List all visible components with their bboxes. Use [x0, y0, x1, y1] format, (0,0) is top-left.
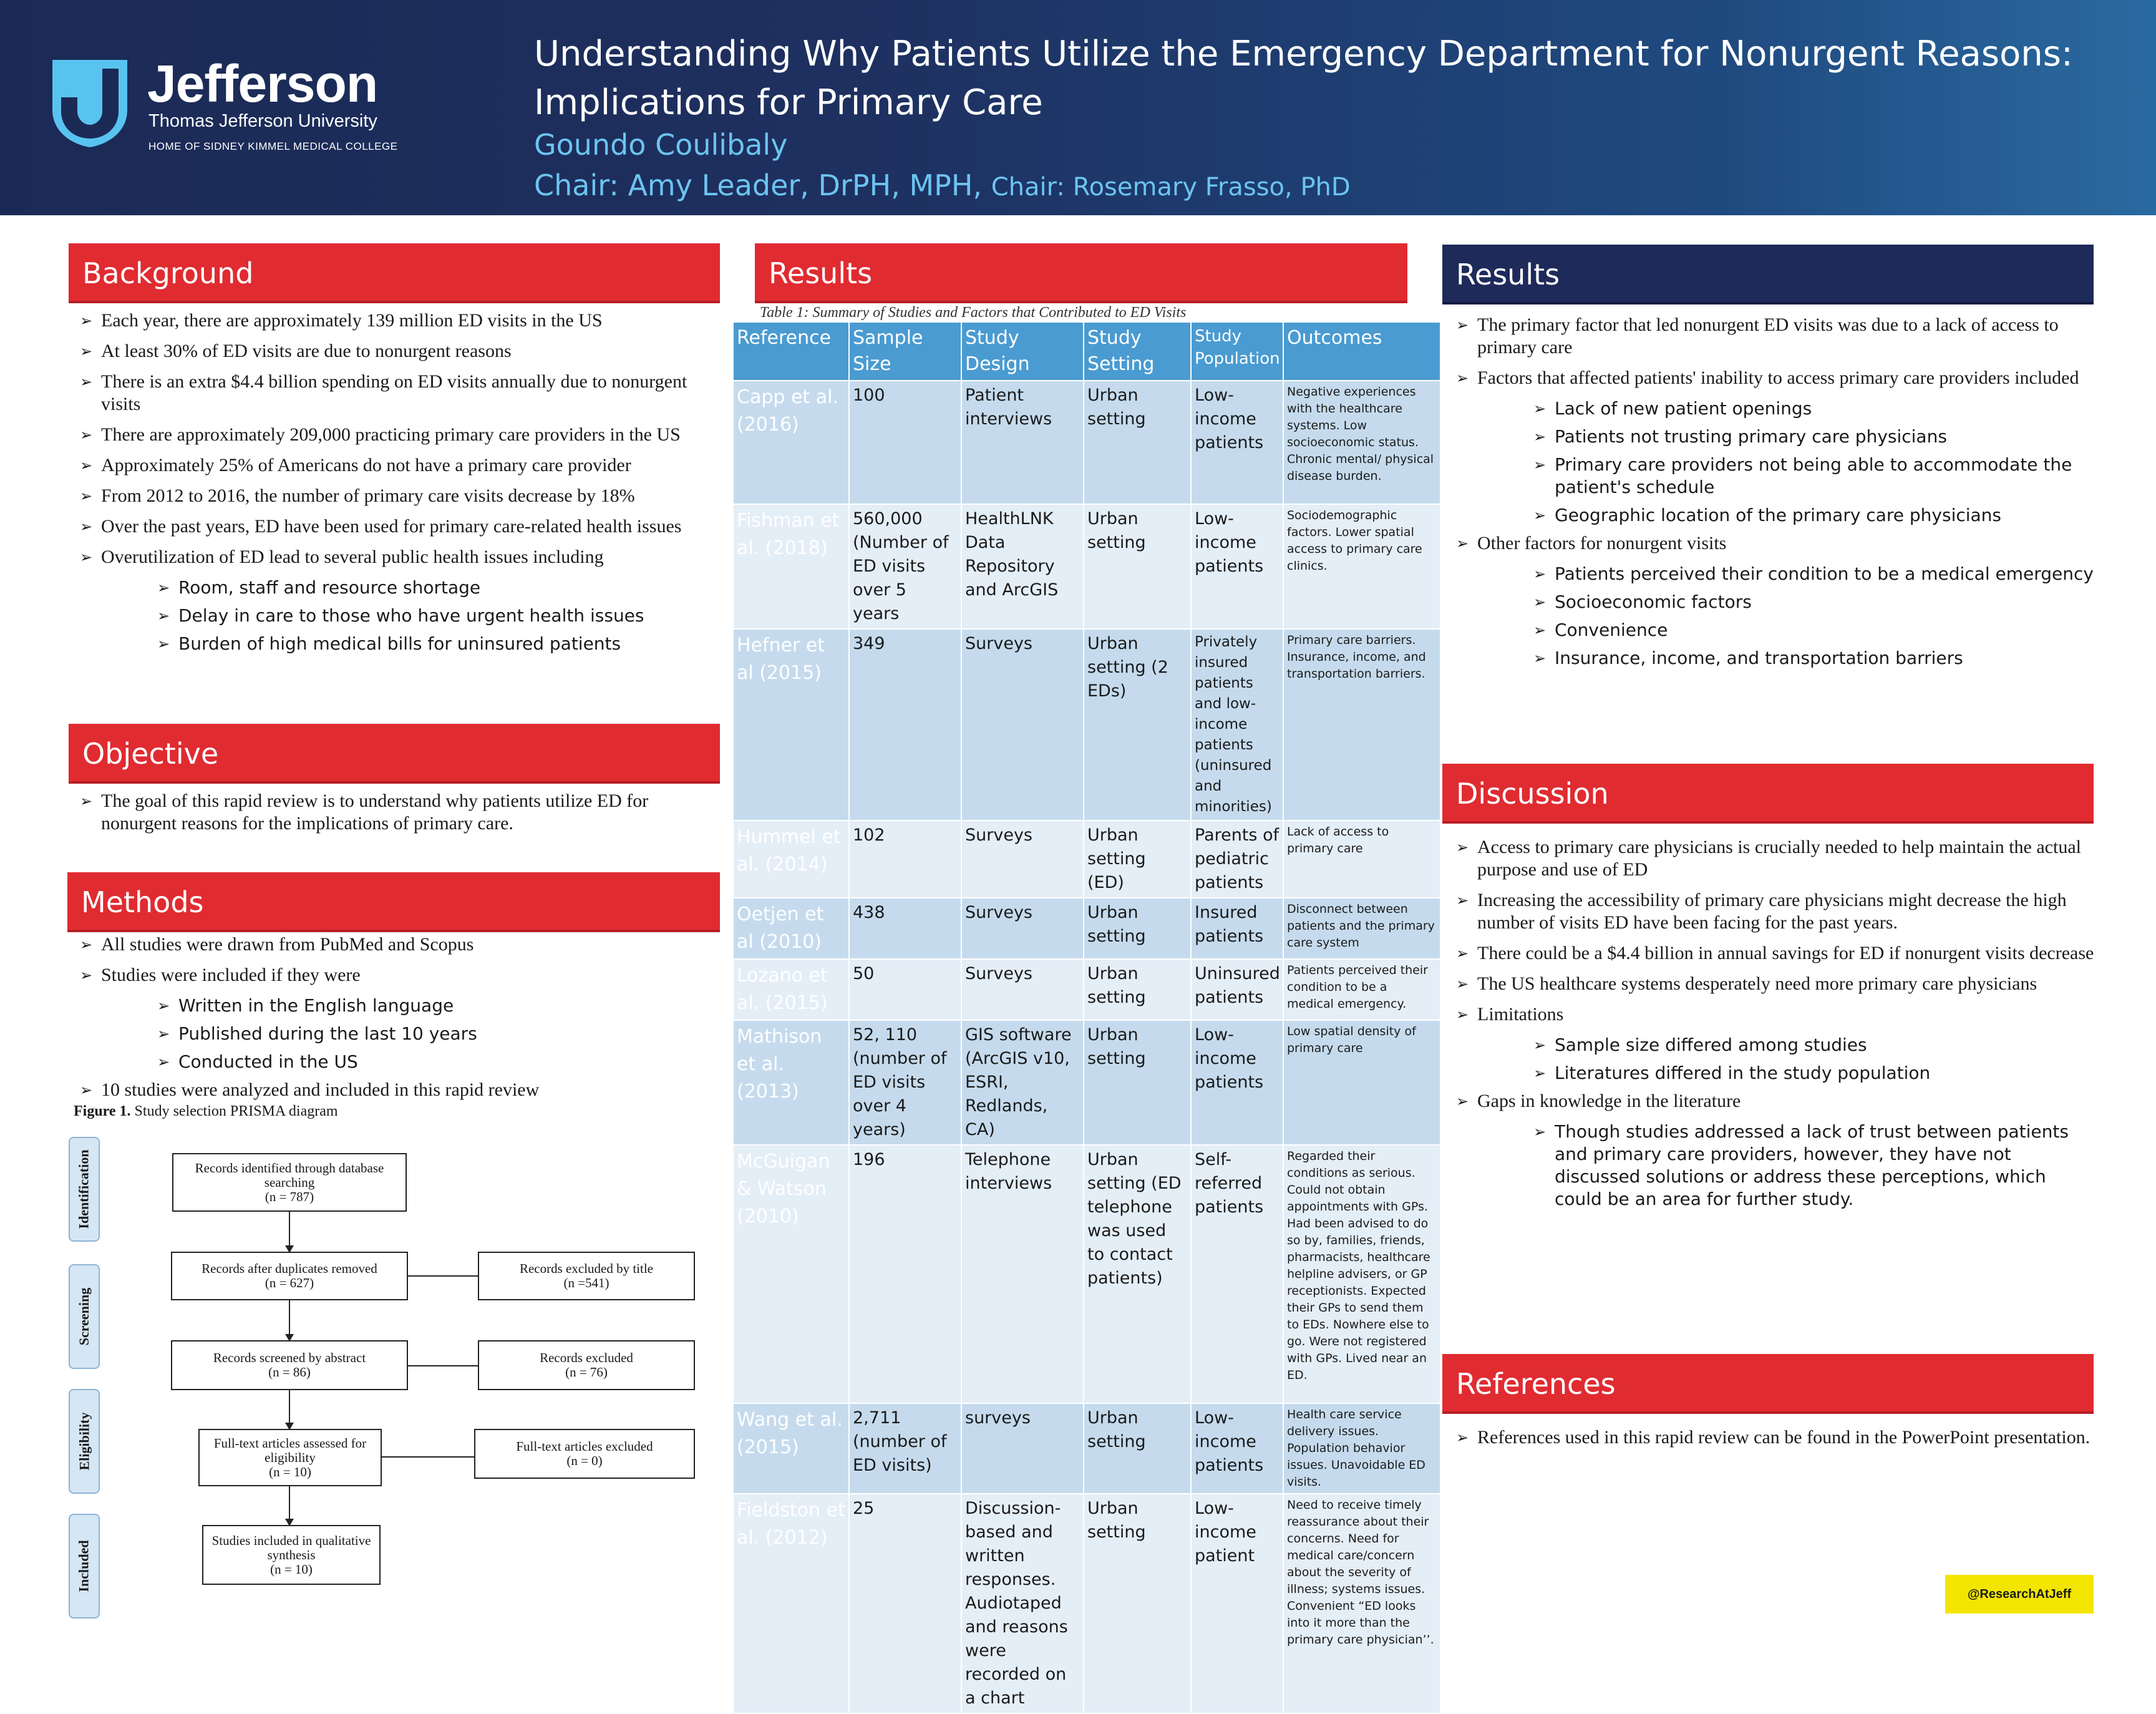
table-row [733, 1403, 1440, 1494]
logo-wordmark: Jefferson [147, 54, 378, 113]
cell-outcomes: Patients perceived their condition to be a medical emergency. [1283, 959, 1440, 1020]
list-subitem: ➢ Room, staff and resource shortage [157, 577, 704, 599]
cell-size: 196 [849, 1145, 961, 1403]
table-row [733, 820, 1440, 898]
cell-population: Low-income patients [1191, 504, 1283, 629]
list-subitem: ➢ Sample size differed among studies [1533, 1034, 2099, 1056]
prisma-arrow [289, 1300, 290, 1340]
cell-reference: Hummel et al. (2014) [733, 820, 849, 898]
cell-population: Low-income patients [1191, 1020, 1283, 1145]
prisma-box-excluded: Records excluded (n = 76) [478, 1340, 695, 1390]
list-item: ➢ Overutilization of ED lead to several public health issues including [80, 546, 704, 568]
cell-outcomes: Lack of access to primary care [1283, 820, 1440, 898]
cell-setting: Urban setting [1084, 959, 1191, 1020]
cell-outcomes: Sociodemographic factors. Lower spatial access to primary care clinics. [1283, 504, 1440, 629]
cell-size: 2,711 (number of ED visits) [849, 1403, 961, 1494]
list-item: ➢ Each year, there are approximately 139 million ED visits in the US [80, 309, 704, 332]
list-subitem: ➢ Patients not trusting primary care physicians [1533, 426, 2099, 448]
cell-size: 438 [849, 898, 961, 959]
list-item: ➢ The goal of this rapid review is to understand why patients utilize ED for nonurgent reasons for the implications of primary care. [80, 790, 704, 835]
list-subitem: ➢ Socioeconomic factors [1533, 591, 2099, 613]
prisma-arrow [289, 1212, 290, 1252]
list-subitem: ➢ Insurance, income, and transportation barriers [1533, 647, 2099, 670]
list-item: ➢ Studies were included if they were [80, 964, 704, 986]
discussion-list [1456, 836, 2099, 1216]
cell-population: Low-income patient [1191, 1494, 1283, 1713]
figure-caption: Figure 1. Study selection PRISMA diagram [74, 1103, 338, 1119]
references-list [1456, 1426, 2099, 1457]
table-caption: Table 1: Summary of Studies and Factors that Contributed to ED Visits [760, 304, 1187, 321]
list-subitem: ➢ Burden of high medical bills for uninsured patients [157, 633, 704, 655]
list-subitem: ➢ Patients perceived their condition to be a medical emergency [1533, 563, 2099, 585]
cell-reference: Mathison et al. (2013) [733, 1020, 849, 1145]
cell-population: Parents of pediatric patients [1191, 820, 1283, 898]
cell-design: Surveys [961, 898, 1084, 959]
stage-eligibility: Eligibility [69, 1389, 100, 1494]
list-item: ➢ Access to primary care physicians is crucially needed to help maintain the actual purpose and use of ED [1456, 836, 2099, 881]
prisma-box-duplicates: Records after duplicates removed (n = 627) [171, 1252, 408, 1300]
prisma-box-included: Studies included in qualitative synthesis (n = 10) [202, 1525, 381, 1585]
table-row [733, 1020, 1440, 1145]
prisma-box-identified: Records identified through database searching (n = 787) [172, 1153, 407, 1212]
list-subitem: ➢ Conducted in the US [157, 1051, 704, 1073]
cell-size: 25 [849, 1494, 961, 1713]
methods-heading: Methods [67, 872, 720, 932]
table-row [733, 959, 1440, 1020]
list-item: ➢ 10 studies were analyzed and included in this rapid review [80, 1079, 704, 1101]
cell-reference: Capp et al. (2016) [733, 381, 849, 504]
cell-outcomes: Health care service delivery issues. Population behavior issues. Unavoidable ED visits. [1283, 1403, 1440, 1494]
prisma-arrow [289, 1390, 290, 1429]
table-row [733, 629, 1440, 820]
list-item: ➢ Other factors for nonurgent visits [1456, 532, 2099, 555]
table-row [733, 898, 1440, 959]
header-banner [0, 0, 2156, 215]
references-heading: References [1442, 1354, 2094, 1414]
cell-reference: Fieldston et al. (2012) [733, 1494, 849, 1713]
cell-reference: Wang et al. (2015) [733, 1403, 849, 1494]
results-heading: Results [755, 243, 1407, 303]
objective-heading: Objective [69, 724, 720, 784]
cell-design: GIS software (ArcGIS v10, ESRI, Redlands, CA) [961, 1020, 1084, 1145]
cell-outcomes: Negative experiences with the healthcare systems. Low socioeconomic status. Chronic mental/ physical disease burden. [1283, 381, 1440, 504]
column-header: Study Setting [1084, 322, 1191, 381]
list-item: ➢ Limitations [1456, 1003, 2099, 1026]
cell-size: 50 [849, 959, 961, 1020]
list-item: ➢ The primary factor that led nonurgent ED visits was due to a lack of access to primary care [1456, 314, 2099, 359]
cell-population: Low-income patients [1191, 381, 1283, 504]
column-header: Outcomes [1283, 322, 1440, 381]
cell-outcomes: Regarded their conditions as serious. Could not obtain appointments with GPs. Had been advised to do so by, families, friends, pharmacists, healthcare helpline advisers, or GP receptionists. Expected their GPs to send them to EDs. Nowhere else to go. Were not registered with GPs. Lived near an ED. [1283, 1145, 1440, 1403]
prisma-arrow [289, 1486, 290, 1525]
cell-size: 100 [849, 381, 961, 504]
stage-screening: Screening [69, 1264, 100, 1369]
jefferson-shield-logo [52, 60, 127, 147]
cell-setting: Urban setting [1084, 1494, 1191, 1713]
list-item: ➢ At least 30% of ED visits are due to nonurgent reasons [80, 340, 704, 363]
chairs-line [534, 168, 1351, 202]
prisma-box-fulltext: Full-text articles assessed for eligibility (n = 10) [198, 1429, 382, 1486]
column-header: Study Design [961, 322, 1084, 381]
cell-outcomes: Need to receive timely reassurance about their concerns. Need for medical care/concern about the severity of illness; systems issues. Convenient “ED looks into it more than the primary care physician’’. [1283, 1494, 1440, 1713]
table-header-row [733, 322, 1440, 381]
list-item: ➢ All studies were drawn from PubMed and Scopus [80, 933, 704, 956]
cell-design: Surveys [961, 959, 1084, 1020]
poster-title [534, 30, 2131, 127]
cell-setting: Urban setting [1084, 1020, 1191, 1145]
background-list [80, 309, 704, 661]
list-item: ➢ There could be a $4.4 billion in annual savings for ED if nonurgent visits decrease [1456, 942, 2099, 965]
cell-population: Uninsured patients [1191, 959, 1283, 1020]
results-heading-2: Results [1442, 245, 2094, 304]
cell-setting: Urban setting (2 EDs) [1084, 629, 1191, 820]
table-row [733, 1494, 1440, 1713]
column-header: Sample Size [849, 322, 961, 381]
cell-reference: Fishman et al. (2018) [733, 504, 849, 629]
discussion-heading: Discussion [1442, 764, 2094, 824]
title-line-1: Understanding Why Patients Utilize the Emergency Department for Nonurgent Reasons: [534, 34, 2073, 74]
cell-reference: Hefner et al (2015) [733, 629, 849, 820]
list-subitem: ➢ Written in the English language [157, 995, 704, 1017]
prisma-box-fulltext-excluded: Full-text articles excluded (n = 0) [474, 1429, 695, 1479]
list-item: ➢ There are approximately 209,000 practicing primary care providers in the US [80, 424, 704, 446]
cell-design: Discussion-based and written responses. Audiotaped and reasons were recorded on a chart [961, 1494, 1084, 1713]
stage-included: Included [69, 1514, 100, 1619]
cell-setting: Urban setting [1084, 1403, 1191, 1494]
cell-outcomes: Disconnect between patients and the primary care system [1283, 898, 1440, 959]
column-header: Study Population [1191, 322, 1283, 381]
logo-university: Thomas Jefferson University [148, 111, 377, 131]
chair-1: Chair: Amy Leader, DrPH, MPH, [534, 168, 983, 202]
cell-population: Insured patients [1191, 898, 1283, 959]
list-item: ➢ There is an extra $4.4 billion spending on ED visits annually due to nonurgent visits [80, 371, 704, 416]
stage-identification: Identification [69, 1137, 100, 1242]
cell-population: Self-referred patients [1191, 1145, 1283, 1403]
social-handle-badge: @ResearchAtJeff [1945, 1575, 2094, 1614]
list-subitem: ➢ Convenience [1533, 619, 2099, 641]
cell-setting: Urban setting [1084, 898, 1191, 959]
list-item: ➢ From 2012 to 2016, the number of primary care visits decrease by 18% [80, 485, 704, 507]
cell-design: surveys [961, 1403, 1084, 1494]
methods-list [80, 933, 704, 1109]
table-row [733, 504, 1440, 629]
prisma-box-excluded-title: Records excluded by title (n =541) [478, 1252, 695, 1300]
cell-setting: Urban setting (ED) [1084, 820, 1191, 898]
background-heading: Background [69, 243, 720, 303]
column-header: Reference [733, 322, 849, 381]
prisma-box-abstract: Records screened by abstract (n = 86) [171, 1340, 408, 1390]
objective-list [80, 790, 704, 843]
cell-reference: Oetjen et al (2010) [733, 898, 849, 959]
list-subitem: ➢ Geographic location of the primary care physicians [1533, 504, 2099, 527]
title-line-2: Implications for Primary Care [534, 82, 1043, 123]
cell-setting: Urban setting (ED telephone was used to contact patients) [1084, 1145, 1191, 1403]
list-item: ➢ Factors that affected patients' inability to access primary care providers included [1456, 367, 2099, 389]
list-subitem: ➢ Published during the last 10 years [157, 1023, 704, 1045]
cell-design: Patient interviews [961, 381, 1084, 504]
cell-design: Telephone interviews [961, 1145, 1084, 1403]
cell-size: 560,000 (Number of ED visits over 5 years [849, 504, 961, 629]
results-list [1456, 314, 2099, 675]
list-subitem: ➢ Lack of new patient openings [1533, 397, 2099, 420]
list-subitem: ➢ Delay in care to those who have urgent health issues [157, 605, 704, 627]
cell-size: 349 [849, 629, 961, 820]
list-item: ➢ Increasing the accessibility of primary care physicians might decrease the high number of visits ED have been facing for the past years. [1456, 889, 2099, 934]
list-item: ➢ Gaps in knowledge in the literature [1456, 1090, 2099, 1113]
logo-tagline: HOME OF SIDNEY KIMMEL MEDICAL COLLEGE [148, 140, 398, 152]
cell-reference: McGuigan & Watson (2010) [733, 1145, 849, 1403]
cell-outcomes: Low spatial density of primary care [1283, 1020, 1440, 1145]
author-name: Goundo Coulibaly [534, 128, 788, 162]
list-item: ➢ Approximately 25% of Americans do not have a primary care provider [80, 454, 704, 477]
list-subitem: ➢ Literatures differed in the study population [1533, 1062, 2099, 1084]
cell-setting: Urban setting [1084, 381, 1191, 504]
cell-reference: Lozano et al. (2015) [733, 959, 849, 1020]
cell-design: Surveys [961, 629, 1084, 820]
cell-population: Privately insured patients and low-income patients (uninsured and minorities) [1191, 629, 1283, 820]
table-row [733, 1145, 1440, 1403]
cell-design: HealthLNK Data Repository and ArcGIS [961, 504, 1084, 629]
list-subitem: ➢ Primary care providers not being able to accommodate the patient's schedule [1533, 454, 2099, 499]
table-row [733, 381, 1440, 504]
cell-outcomes: Primary care barriers. Insurance, income, and transportation barriers. [1283, 629, 1440, 820]
list-item: ➢ References used in this rapid review can be found in the PowerPoint presentation. [1456, 1426, 2099, 1449]
chair-2: Chair: Rosemary Frasso, PhD [991, 173, 1351, 202]
list-subitem: ➢ Though studies addressed a lack of trust between patients and primary care providers, however, they have not discussed solutions or address these perceptions, which could be an area for further study. [1533, 1121, 2099, 1210]
cell-size: 102 [849, 820, 961, 898]
list-item: ➢ Over the past years, ED have been used for primary care-related health issues [80, 515, 704, 538]
cell-size: 52, 110 (number of ED visits over 4 years) [849, 1020, 961, 1145]
prisma-diagram [62, 1123, 711, 1616]
list-item: ➢ The US healthcare systems desperately need more primary care physicians [1456, 973, 2099, 995]
cell-population: Low-income patients [1191, 1403, 1283, 1494]
cell-setting: Urban setting [1084, 504, 1191, 629]
summary-table [732, 321, 1441, 1714]
cell-design: Surveys [961, 820, 1084, 898]
